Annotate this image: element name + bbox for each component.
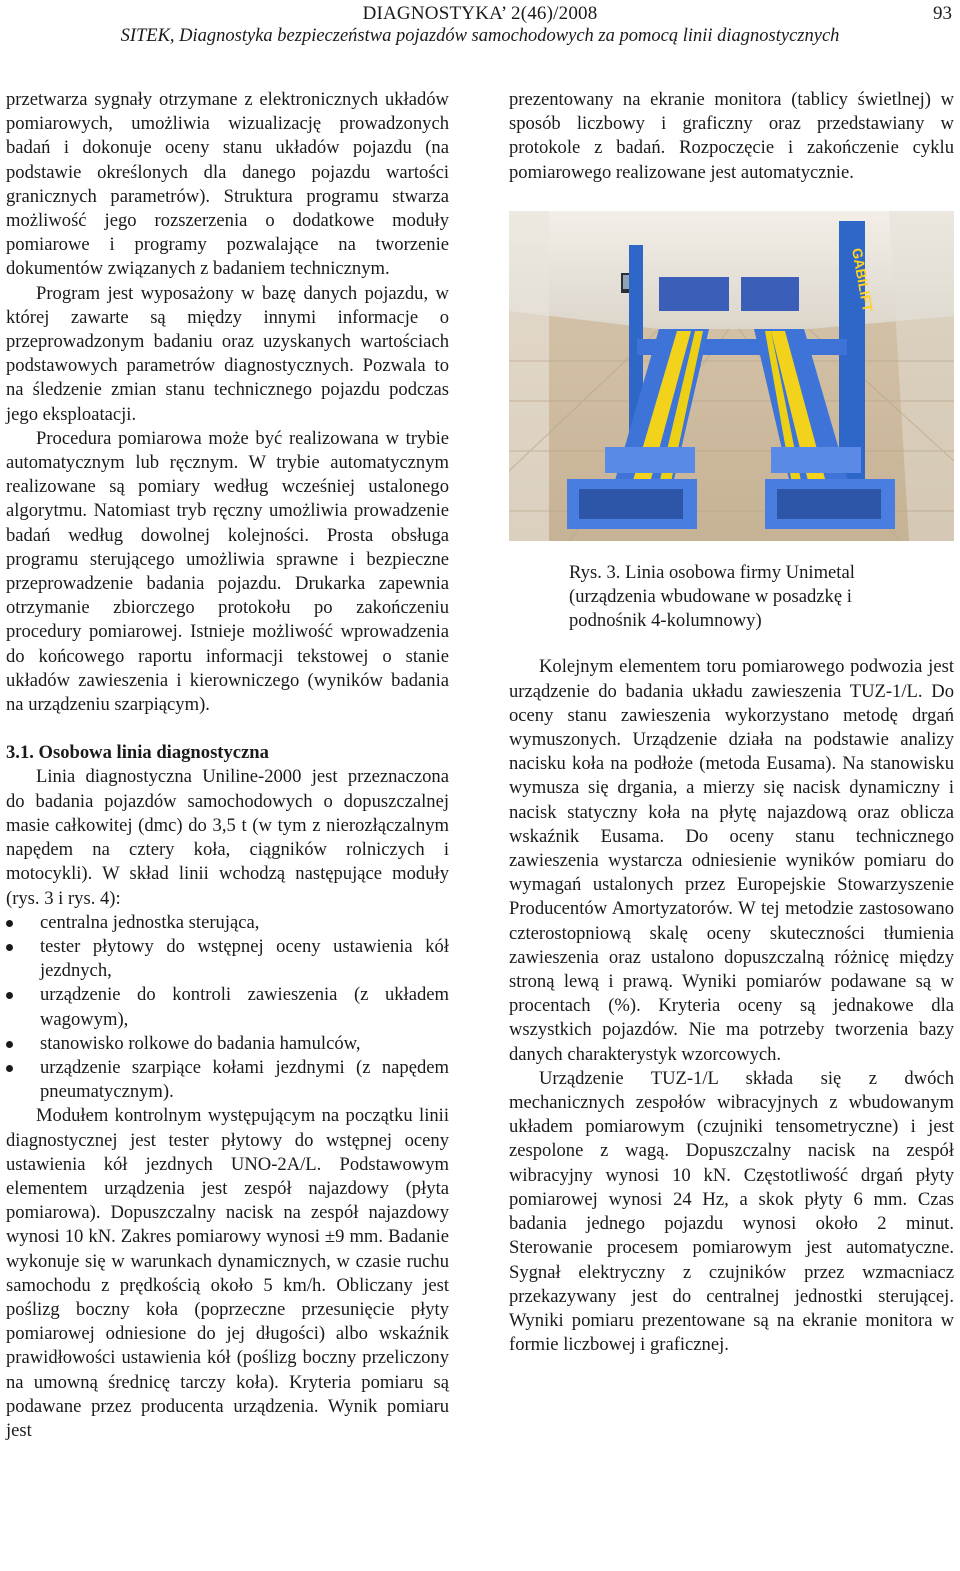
list-item: stanowisko rolkowe do badania hamulców, bbox=[6, 1032, 449, 1056]
bullet-icon bbox=[6, 920, 13, 927]
paragraph: Program jest wyposażony w bazę danych pojazdu, w której zawarte są między innymi informacje o przeprowadzonym badaniu oraz uzyskanych wartościach podstawowych parametrów diagnostycznych. Pozwala to na śledzenie zmian stanu technicznego pojazdu podczas jego eksploatacji. bbox=[6, 282, 449, 425]
running-title: SITEK, Diagnostyka bezpieczeństwa pojazdów samochodowych za pomocą linii diagnostycznych bbox=[120, 26, 840, 46]
paragraph: Urządzenie TUZ-1/L składa się z dwóch mechanicznych zespołów wibracyjnych z wbudowanym układem pomiarowym (czujniki tensometryczne) i jest zespolone z wagą. Dopuszczalny nacisk na zespół wibracyjny wynosi 10 kN. Częstotliwość drgań płyty pomiarowej wynosi 24 Hz, a skok płyty 6 mm. Czas badania jednego pojazdu wynosi około 2 minut. Sterowanie procesem pomiarowym jest automatyczne. Sygnał elektryczny z czujników przez wzmacniacz przekazywany jest do centralnej jednostki sterującej. Wyniki pomiaru prezentowane są na ekranie monitora w formie liczbowej i graficznej. bbox=[509, 1067, 954, 1356]
figure-photo-diagnostic-line bbox=[509, 211, 954, 541]
list-item: urządzenie do kontroli zawieszenia (z układem wagowym), bbox=[6, 983, 449, 1031]
module-list bbox=[6, 911, 449, 1105]
page-header bbox=[0, 0, 960, 52]
page-number: 93 bbox=[933, 3, 952, 24]
bullet-icon bbox=[6, 1065, 13, 1072]
paragraph: Modułem kontrolnym występującym na początku linii diagnostycznej jest tester płytowy do wstępnej oceny ustawienia kół jezdnych UNO-2A/L. Podstawowym elementem urządzenia jest zespół najazdowy (płyta pomiarowa). Dopuszczalny nacisk na zespół najazdowy wynosi 10 kN. Zakres pomiarowy wynosi ±9 mm. Badanie wykonuje się w warunkach dynamicznych, w czasie ruchu samochodu z prędkością około 5 km/h. Obliczany jest poślizg boczny koła (poprzeczne przesunięcie płyty pomiarowej odniesione do jej długości) albo wskaźnik prawidłowości ustawienia kół (poślizg boczny przeliczony na umowną średnicę tarczy koła). Kryteria pomiaru są podawane przez producenta urządzenia. Wynik pomiaru jest bbox=[6, 1105, 449, 1441]
list-item: centralna jednostka sterująca, bbox=[6, 911, 449, 935]
photo-illustration bbox=[509, 211, 954, 541]
paragraph: Kolejnym elementem toru pomiarowego podwozia jest urządzenie do badania układu zawieszenia TUZ-1/L. Do oceny stanu zawieszenia wykorzystano metodę drgań wymuszonych. Urządzenie działa na podstawie analizy nacisku koła na podłoże (metoda Eusama). Na stanowisku wymusza się drgania, a mierzy się nacisk dynamiczny i nacisk statyczny koła na płytę najazdową oraz oblicza wskaźnik Eusama. Do oceny stanu technicznego zawieszenia wystarcza odniesienie wyników pomiaru do wymagań ustalonych przez Europejskie Stowarzyszenie Producentów Amortyzatorów. W tej metodzie zastosowano czterostopniową skalę oceny skuteczności tłumienia zawieszenia oraz ustalono dopuszczalną różnicę między stroną lewą i prawą. Wyniki pomiarów podawane są w procentach (%). Kryteria oceny są jednakowe dla wszystkich pojazdów. Nie ma potrzeby tworzenia bazy danych charakterystyk wzorcowych. bbox=[509, 656, 954, 1065]
paragraph: Linia diagnostyczna Uniline-2000 jest przeznaczona do badania pojazdów samochodowych o dopuszczalnej masie całkowitej (dmc) do 3,5 t (w tym z nierozłączalnym napędem na cztery koła, ciągników rolniczych i motocykli). W skład linii wchodzą następujące moduły (rys. 3 i rys. 4): bbox=[6, 766, 449, 909]
list-item: tester płytowy do wstępnej oceny ustawienia kół jezdnych, bbox=[6, 935, 449, 983]
paragraph: Procedura pomiarowa może być realizowana w trybie automatycznym lub ręcznym. W trybie automatycznym realizowane są pomiary według wcześniej ustalonego algorytmu. Natomiast tryb ręczny umożliwia prowadzenie badań według dowolnej kolejności. Prosta obsługa programu sterującego umożliwia sprawne i bezpieczne przeprowadzenie badania pojazdu. Drukarka zapewnia otrzymanie zbiorczego protokołu po zakończeniu procedury pomiarowej. Istnieje możliwość wprowadzenia do końcowego raportu informacji tekstowej o stanie układów zawieszenia i kierowniczego (wyników badania na urządzeniu szarpiącym). bbox=[6, 427, 449, 716]
figure-caption: Rys. 3. Linia osobowa firmy Unimetal (urządzenia wbudowane w posadzkę i podnośnik 4-kolumnowy) bbox=[569, 561, 855, 632]
figure-brand-text: GABILIFT bbox=[849, 246, 877, 313]
bullet-icon bbox=[6, 1041, 13, 1048]
journal-title: DIAGNOSTYKA’ 2(46)/2008 bbox=[362, 3, 598, 24]
right-column bbox=[509, 88, 954, 1357]
left-column bbox=[6, 88, 449, 1443]
bullet-icon bbox=[6, 992, 13, 999]
list-item: urządzenie szarpiące kołami jezdnymi (z napędem pneumatycznym). bbox=[6, 1056, 449, 1104]
section-heading: 3.1. Osobowa linia diagnostyczna bbox=[6, 742, 269, 764]
paragraph: prezentowany na ekranie monitora (tablicy świetlnej) w sposób liczbowy i graficzny oraz przedstawiany w protokole z badań. Rozpoczęcie i zakończenie cyklu pomiarowego realizowane jest automatycznie. bbox=[509, 89, 954, 183]
spacer bbox=[509, 633, 954, 655]
bullet-icon bbox=[6, 944, 13, 951]
paragraph: przetwarza sygnały otrzymane z elektronicznych układów pomiarowych, umożliwia wizualizację prowadzonych badań i dokonuje oceny stanu układów pojazdu (na podstawie określonych dla danego pojazdu wartości granicznych parametrów). Struktura programu stwarza możliwość jego rozszerzenia o dodatkowe moduły pomiarowe i programy pozwalające na tworzenie dokumentów związanych z badaniem technicznym. bbox=[6, 89, 449, 280]
